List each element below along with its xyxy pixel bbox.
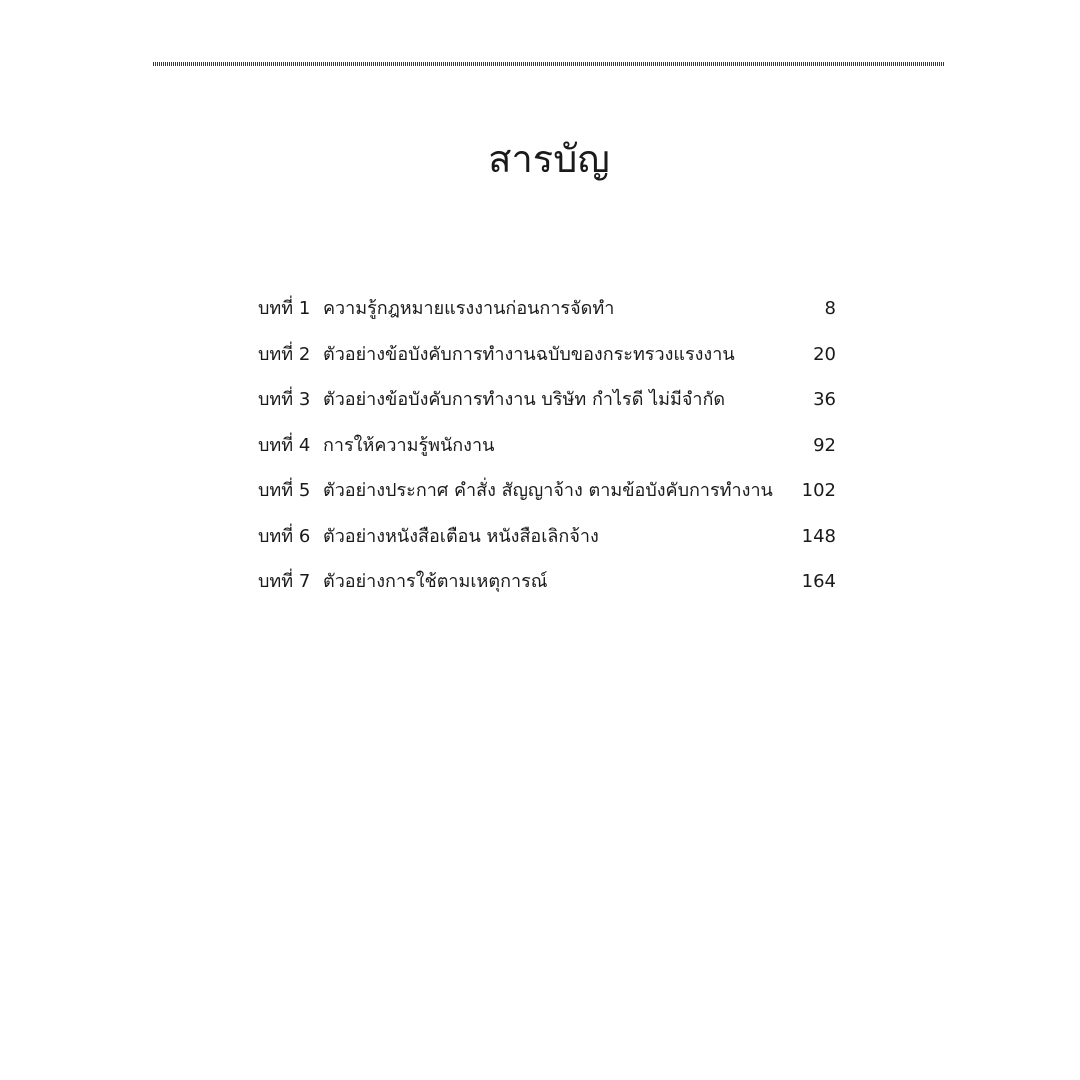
toc-chapter-title: ตัวอย่างข้อบังคับการทำงาน บริษัท กำไรดี ไม่มีจำกัด <box>323 389 726 410</box>
toc-chapter-number: บทที่ 6 <box>258 525 311 547</box>
toc-page-number: 164 <box>801 571 836 592</box>
toc-chapter-number: บทที่ 7 <box>258 571 311 592</box>
toc-page-number: 102 <box>801 480 836 501</box>
toc-chapter-number: บทที่ 1 <box>258 298 311 319</box>
page-title: สารบัญ <box>488 137 610 182</box>
toc-chapter-title: ตัวอย่างข้อบังคับการทำงานฉบับของกระทรวงแรงงาน <box>323 343 735 365</box>
toc-entry-5[interactable] <box>258 474 836 520</box>
toc-entry-4[interactable] <box>258 429 836 475</box>
top-decorative-rule <box>153 62 945 66</box>
toc-entry-3[interactable] <box>258 383 836 429</box>
toc-chapter-number: บทที่ 4 <box>258 434 311 456</box>
toc-entry-6[interactable] <box>258 520 836 566</box>
toc-page-number: 20 <box>813 343 836 365</box>
toc-chapter-number: บทที่ 3 <box>258 389 311 410</box>
toc-page-number: 36 <box>813 389 836 410</box>
toc-chapter-number: บทที่ 5 <box>258 480 311 501</box>
toc-page-number: 148 <box>801 525 836 547</box>
toc-page-number: 8 <box>824 298 836 319</box>
toc-chapter-title: ตัวอย่างหนังสือเตือน หนังสือเลิกจ้าง <box>323 525 599 547</box>
toc-chapter-title: ตัวอย่างประกาศ คำสั่ง สัญญาจ้าง ตามข้อบังคับการทำงาน <box>323 480 773 501</box>
toc-entry-7[interactable] <box>258 565 836 611</box>
toc-entry-1[interactable] <box>258 292 836 338</box>
toc-chapter-title: การให้ความรู้พนักงาน <box>323 434 495 456</box>
toc-chapter-title: ตัวอย่างการใช้ตามเหตุการณ์ <box>323 571 548 592</box>
toc-entry-2[interactable] <box>258 338 836 384</box>
toc-chapter-number: บทที่ 2 <box>258 343 311 365</box>
toc-page-number: 92 <box>813 434 836 456</box>
table-of-contents <box>258 292 836 611</box>
toc-chapter-title: ความรู้กฎหมายแรงงานก่อนการจัดทำ <box>323 298 615 319</box>
